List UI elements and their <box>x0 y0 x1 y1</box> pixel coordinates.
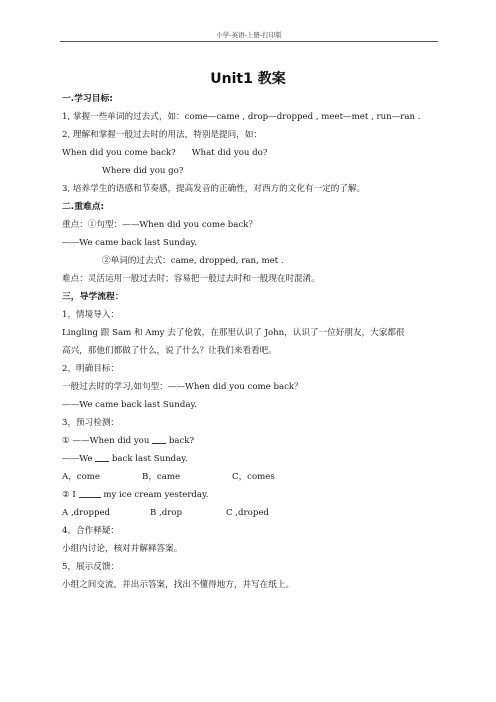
question-1-answer-line <box>62 450 442 468</box>
example-question: When did you come back? <box>62 148 176 158</box>
document-title: Unit1 教案 <box>210 71 286 87</box>
answer-blank <box>152 434 166 444</box>
document-body <box>62 90 442 594</box>
option-b: B，came <box>142 472 181 482</box>
step-5-text: 小组之间交流，并出示答案，找出不懂得地方，并写在纸上。 <box>62 580 295 590</box>
step-2-text: 一般过去时的学习,如句型：——When did you come back？ <box>62 382 303 392</box>
question-1-options <box>62 468 442 486</box>
goal-3: 3, 培养学生的语感和节奏感，提高发音的正确性，对西方的文化有一定的了解。 <box>62 184 366 194</box>
key-point-1: 重点：①句型：——When did you come back？ <box>62 220 258 230</box>
question-2-options <box>62 504 442 522</box>
goal-2: 2, 理解和掌握一般过去时的用法，特别是提问，如： <box>62 130 262 140</box>
example-question: Where did you go? <box>102 166 184 176</box>
step-1-text: 高兴，那他们都做了什么，说了什么？让我们来看看吧。 <box>62 346 277 356</box>
answer-blank <box>95 452 109 462</box>
question-text: ① ——When did you <box>62 436 150 446</box>
question-2 <box>62 486 442 504</box>
question-text: back last Sunday. <box>111 454 188 464</box>
answer-blank <box>79 488 101 498</box>
option-a: A ,dropped <box>62 508 111 518</box>
step-1-text: Lingling 跟 Sam 和 Amy 去了伦敦，在那里认识了 John，认识了一位好朋友，大家都很 <box>62 328 405 338</box>
question-text: my ice cream yesterday. <box>103 490 209 500</box>
goal-1: 1, 掌握一些单词的过去式，如：come—came , drop—dropped , meet—met , run—ran . <box>62 112 421 122</box>
step-3-title: 3，预习检测： <box>62 418 120 428</box>
option-a: A，come <box>62 472 101 482</box>
option-b: B ,drop <box>150 508 183 518</box>
section-heading-flow: 三，导学流程： <box>62 292 124 302</box>
goal-2-examples <box>62 144 442 162</box>
step-2-title: 2，明确目标： <box>62 364 120 374</box>
step-2-answer: ——We came back last Sunday. <box>62 400 197 410</box>
page-header: 小学-英语-上册-打印版 <box>60 30 438 42</box>
example-question: What did you do? <box>191 148 268 158</box>
step-4-title: 4，合作释疑： <box>62 526 120 536</box>
option-c: C，comes <box>232 472 275 482</box>
step-5-title: 5，展示反馈： <box>62 562 120 572</box>
step-1-title: 1，情境导入： <box>62 310 120 320</box>
section-heading-goals: 一.学习目标: <box>62 94 113 104</box>
difficulty: 难点：灵活运用一般过去时；容易把一般过去时和一般现在时混淆。 <box>62 274 320 284</box>
question-text: ——We <box>62 454 93 464</box>
option-c: C ,droped <box>226 508 269 518</box>
step-4-text: 小组内讨论，核对并解释答案。 <box>62 544 183 554</box>
question-text: ② I <box>62 490 76 500</box>
key-point-1-answer: ——We came back last Sunday. <box>62 238 197 248</box>
section-heading-key-points: 二.重难点: <box>62 202 105 212</box>
key-point-2: ②单词的过去式：came, dropped, ran, met . <box>102 256 284 266</box>
question-text: back? <box>168 436 195 446</box>
question-1 <box>62 432 442 450</box>
